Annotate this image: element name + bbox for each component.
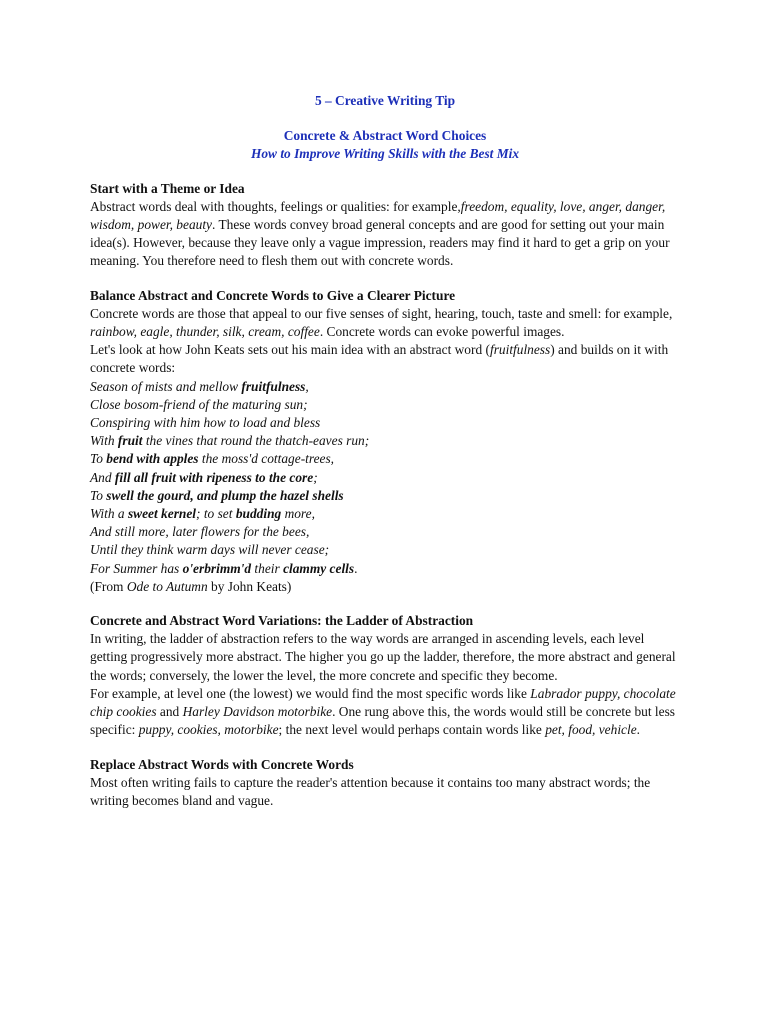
poem-line: For Summer has o'erbrimm'd their clammy cells. (90, 560, 358, 576)
article-title: Concrete & Abstract Word Choices (283, 128, 487, 144)
poem-line: With fruit the vines that round the thatch-eaves run; (90, 433, 370, 449)
paragraph-abstract-words: Abstract words deal with thoughts, feelings or qualities: for example,freedom, equality, love, anger, danger, wisdom, power, beauty. These words convey broad general concepts and are good for setting out your main idea(s). However, because they leave only a vague impression, readers may find it hard to get a grip on your meaning. You therefore need to flesh them out with concrete words. (90, 198, 670, 269)
section-heading-replace: Replace Abstract Words with Concrete Words (90, 756, 354, 772)
poem-excerpt (90, 378, 680, 578)
poem-line: And still more, later flowers for the bees, (90, 524, 310, 540)
article-subtitle: How to Improve Writing Skills with the Best Mix (250, 146, 520, 162)
poem-line: To bend with apples the moss'd cottage-trees, (90, 451, 335, 467)
poem-line: Season of mists and mellow fruitfulness, (90, 378, 309, 394)
paragraph-ladder: In writing, the ladder of abstraction refers to the way words are arranged in ascending levels, each level getting progressively more abstract. The higher you go up the ladder, therefore, the more abstract and general the words; conversely, the lower the level, the more concrete and specific they become. (90, 631, 676, 683)
paragraph-replace: Most often writing fails to capture the reader's attention because it contains too many abstract words; the writing becomes bland and vague. (90, 774, 651, 808)
poem-line: Conspiring with him how to load and bless (90, 415, 321, 431)
poem-line: And fill all fruit with ripeness to the core; (90, 469, 318, 485)
section-heading-balance: Balance Abstract and Concrete Words to Give a Clearer Picture (90, 287, 456, 303)
tip-title: 5 – Creative Writing Tip (314, 93, 456, 108)
poem-line: Until they think warm days will never cease; (90, 542, 330, 558)
section-heading-theme: Start with a Theme or Idea (90, 180, 245, 196)
paragraph-concrete-words: Concrete words are those that appeal to our five senses of sight, hearing, touch, taste and smell: for example, rainbow, eagle, thunder, silk, cream, coffee. Concrete words can evoke powerful images. (90, 305, 673, 340)
document-page (90, 92, 680, 810)
section-heading-ladder: Concrete and Abstract Word Variations: the Ladder of Abstraction (90, 613, 474, 629)
poem-line: Close bosom-friend of the maturing sun; (90, 396, 308, 412)
poem-line: To swell the gourd, and plump the hazel shells (90, 487, 344, 503)
poem-source: (From Ode to Autumn by John Keats) (90, 578, 292, 594)
paragraph-ladder-example: For example, at level one (the lowest) we would find the most specific words like Labrador puppy, chocolate chip cookies and Harley Davidson motorbike. One rung above this, the words would still be concrete but less specific: puppy, cookies, motorbike; the next level would perhaps contain words like pet, food, vehicle. (90, 685, 676, 738)
paragraph-keats-intro: Let's look at how John Keats sets out his main idea with an abstract word (fruitfulness) and builds on it with concrete words: (90, 342, 669, 376)
poem-line: With a sweet kernel; to set budding more, (90, 506, 315, 522)
